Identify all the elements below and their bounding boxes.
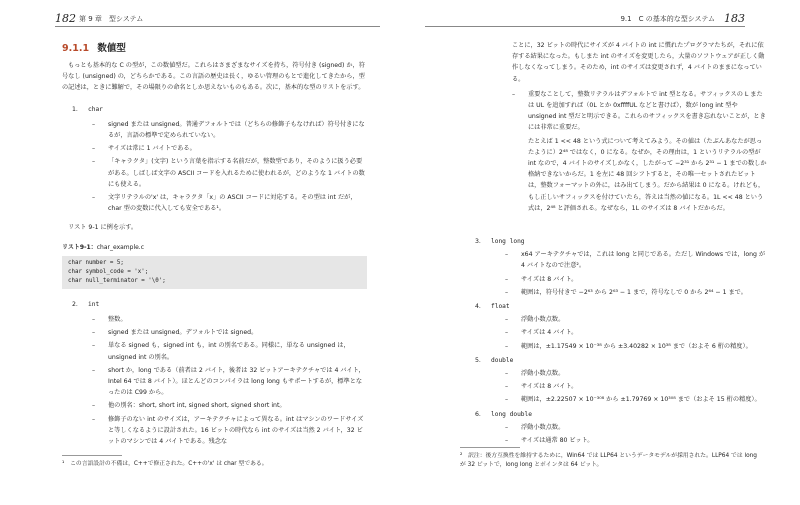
item-label: long double	[491, 410, 532, 418]
bullet: – x64 アーキテクチャでは，これは long と同じである。ただし Windows では，long が 4 バイトなので注意²。	[505, 249, 770, 271]
item-number: 3.	[475, 238, 481, 245]
section-number: 9.1.1	[62, 43, 90, 54]
float-bullets	[475, 314, 770, 352]
left-page-header	[55, 12, 380, 27]
listing-label: リスト9-1：	[62, 243, 97, 251]
footnote-rule	[460, 447, 520, 448]
code-line: char number = 5;	[68, 259, 124, 266]
code-line: char null_terminator = '\0';	[68, 277, 166, 284]
bullet: – short か，long である（前者は 2 バイト，後者は 32 ビットアーキテクチャでは 4 バイト，Intel 64 では 8 バイト）。ほとんどのコンパイラは long long もサポートするが，標準となったのは C99 から。	[92, 365, 367, 399]
bullet: – 「キャラクタ」(文字) という言葉を指示する名前だが，整数型であり，そのように扱う必要がある。しばしば文字の ASCII コードを入れるために使われるが，どのような 1 バイトの数にも使える。	[92, 156, 367, 190]
bullet: – 整数。	[92, 314, 367, 325]
right-page-body	[512, 40, 767, 216]
list-item-double	[475, 355, 770, 366]
listing-filename: char_example.c	[96, 243, 145, 251]
page-number: 182	[55, 12, 76, 25]
code-line: char symbol_code = 'x';	[68, 268, 149, 275]
bullet: – サイズは 8 バイト。	[505, 381, 770, 392]
footnote-rule	[62, 455, 122, 456]
item-label: double	[491, 356, 514, 364]
page-number: 183	[724, 12, 745, 25]
bullet: – サイズは常に 1 バイトである。	[92, 143, 367, 154]
left-page-body	[62, 40, 367, 449]
bullet: – サイズは 8 バイト。	[505, 274, 770, 285]
bullet: – signed または unsigned。普通デフォルトでは（どちらの修飾子もなければ）符号付きになるが，言語の標準で定められていない。	[92, 119, 367, 141]
right-page-list	[475, 236, 770, 448]
list-item-int	[72, 299, 367, 310]
item-number: 6.	[475, 410, 481, 418]
section-title: 数値型	[97, 43, 126, 54]
bullet: – 浮動小数点数。	[505, 368, 770, 379]
bullet: – 文字リテラルの'x' は，キャラクタ「x」の ASCII コードに対応する。その型は int だが，char 型の変数に代入しても安全である¹。	[92, 192, 367, 214]
right-page-header	[425, 12, 745, 27]
item-label: char	[88, 105, 103, 113]
bullet: – 単なる signed も，signed int も，int の別名である。同様に，単なる unsigned は，unsigned int の別名。	[92, 340, 367, 362]
bullet: – 他の別名：short, short int, signed short, signed short int。	[92, 400, 367, 411]
list-item-long-double	[475, 409, 770, 420]
chapter-title: 第 9 章 型システム	[79, 15, 144, 23]
literal-bullets	[512, 89, 767, 214]
bullet: – サイズは 4 バイト。	[505, 327, 770, 338]
listing-intro: リスト 9-1 に例を示す。	[68, 224, 138, 232]
continuation-paragraph: ことに，32 ビットの時代にサイズが 4 バイトの int に慣れたプログラマたちが，それに依存する結果になった。もしまた int のサイズを変更したら，大量のソフトウェアが正しく動作しなくなってしまう。そのため，int のサイズは変更されず，4 バイトのままになっている。	[512, 42, 765, 83]
list-item-long-long	[475, 236, 770, 247]
section-heading	[62, 43, 367, 55]
item-label: int	[88, 300, 100, 308]
bullet: – 範囲は，符号付きで −2⁶³ から 2⁶³ − 1 まで，符号なしで 0 から 2⁶⁴ − 1 まで。	[505, 287, 770, 298]
item-number: 2.	[72, 300, 78, 308]
bullet: – 修飾子のない int のサイズは，アーキテクチャによって異なる。int はマシンのワードサイズと等しくなるように設計された。16 ビットの時代なら int のサイズは当然 2 バイト，32 ビットのマシンでは 4 バイトである。残念な	[92, 414, 367, 448]
bullet: – 範囲は，±1.17549 × 10⁻³⁸ から ±3.40282 × 10³⁸ まで（およそ 6 桁の精度）。	[505, 341, 770, 352]
long-double-bullets	[475, 422, 770, 446]
code-listing	[62, 256, 367, 289]
bullet: – 浮動小数点数。	[505, 314, 770, 325]
item-number: 4.	[475, 303, 481, 311]
item-label: long long	[491, 238, 525, 245]
bullet-continuation: たとえば 1 << 48 という式について考えてみよう。その値は（たぶんあなたが思ったように）2⁴⁸ ではなく，0 になる。なぜか，その理由は，1 というリテラルの型が int なので，4 バイトのサイズしかなく，したがって −2³¹ から 2³¹ − 1 までの数しか格納できないからだ。1 を左に 48 回シフトすると，その唯一セットされたビットは，整数フォーマットの外に，はみ出てしまう。だから結果は 0 になる。けれども，もし正しいサフィックスを付けていたら，答えは当然の値になる。1L << 48 という式は，2⁴⁸ と評価される。なぜなら，1L のサイズは 8 バイトだからだ。	[528, 137, 767, 212]
item-label: float	[491, 303, 510, 311]
bullet: – 重要なことして，整数リテラルはデフォルトで int 型となる。サフィックスの L または UL を追加すれば（0L とか 0xffffUL などと書けば），数が long int 型や unsigned int 型だと明示できる。これらのサフィックスを書き忘れないことが，ときには非常に重要だ。	[512, 89, 767, 134]
char-bullets	[62, 119, 367, 215]
bullet: – 範囲は，±2.22507 × 10⁻³⁰⁸ から ±1.79769 × 10³⁰⁸ まで（およそ 15 桁の精度）。	[505, 394, 770, 405]
list-item-float	[475, 301, 770, 312]
list-item-char	[72, 104, 367, 115]
item-number: 5.	[475, 356, 481, 364]
int-bullets	[62, 314, 367, 447]
intro-paragraph: もっとも基本的な C の型が，この数値型だ。これらはさまざまなサイズを持ち，符号付き (signed) か，符号なし (unsigned) の，どちらかである。この言語の歴史は長く，ゆるい管理のもとで進化してきたから，型の記述は，ときに難解で，その場限りの命名としか思えないものもある。次に，基本的な型のリストを示す。	[62, 62, 365, 92]
long-long-bullets	[475, 249, 770, 298]
item-number: 1.	[72, 105, 78, 113]
bullet: – 浮動小数点数。	[505, 422, 770, 433]
footnote: ² 訳注：後方互換性を維持するために，Win64 では LLP64 というデータモデルが採用された。LLP64 では long が 32 ビットで，long long とポインタは 64 ビット。	[460, 453, 757, 468]
footnote: ¹ この言語設計の不備は，C++で修正された。C++の'x' は char 型である。	[62, 461, 268, 467]
right-page	[400, 0, 800, 505]
listing-caption	[62, 242, 367, 253]
running-header: 9.1 C の基本的な型システム	[620, 15, 715, 23]
bullet: – signed または unsigned。デフォルトでは signed。	[92, 327, 367, 338]
bullet: – サイズは通常 80 ビット。	[505, 435, 770, 446]
double-bullets	[475, 368, 770, 406]
